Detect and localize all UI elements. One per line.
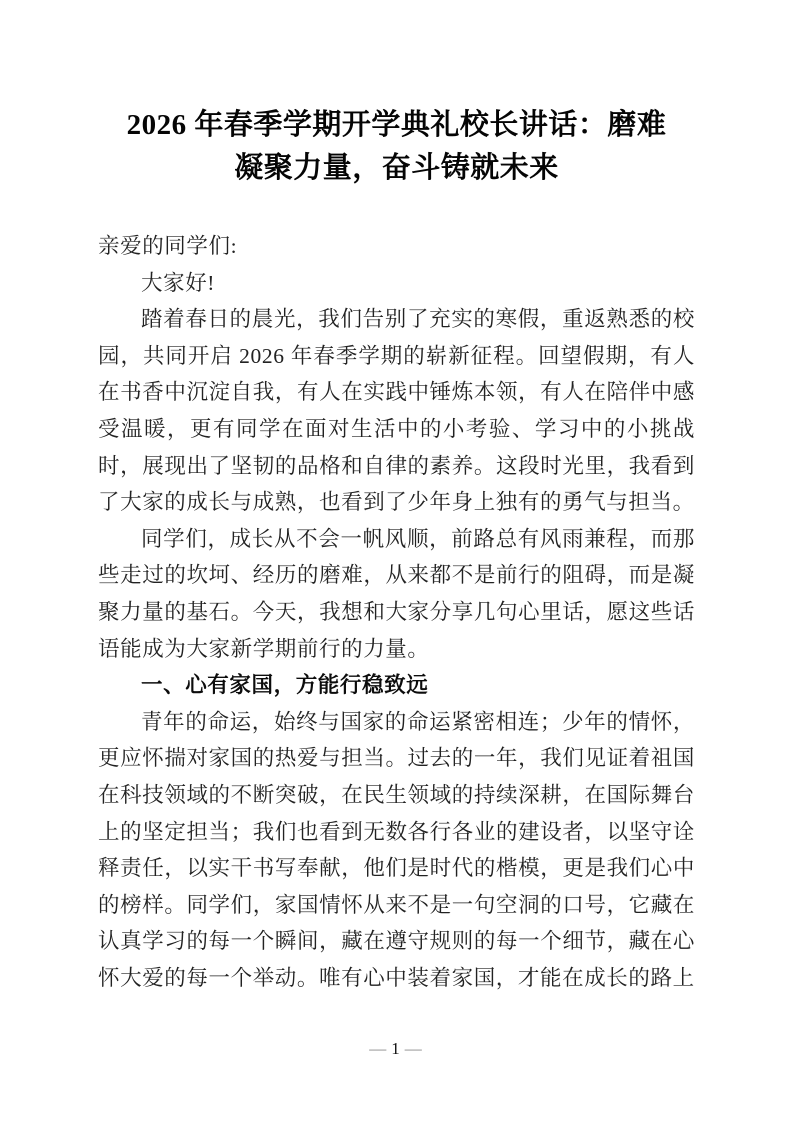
section-heading-1: 一、心有家国，方能行稳致远 xyxy=(141,673,429,698)
page-title xyxy=(98,104,695,190)
greeting-line: 大家好! xyxy=(141,270,216,295)
document-body xyxy=(98,228,695,996)
body-paragraph-2: 同学们，成长从不会一帆风顺，前路总有风雨兼程，而那些走过的坎坷、经历的磨难，从来都不是前行的阻碍，而是凝聚力量的基石。今天，我想和大家分享几句心里话，愿这些话语能成为大家新学期前行的力量。 xyxy=(98,526,695,661)
footer-page-number: 1 xyxy=(391,1039,402,1058)
salutation-line: 亲爱的同学们: xyxy=(98,234,238,258)
body-paragraph-1: 踏着春日的晨光，我们告别了充实的寒假，重返熟悉的校园，共同开启 2026 年春季学期的崭新征程。回望假期，有人在书香中沉淀自我，有人在实践中锤炼本领，有人在陪伴中感受温暖，更有同学在面对生活中的小考验、学习中的小挑战时，展现出了坚韧的品格和自律的素养。这段时光里，我看到了大家的成长与成熟，也看到了少年身上独有的勇气与担当。 xyxy=(98,307,695,515)
page-title-line-1: 2026 年春季学期开学典礼校长讲话：磨难 xyxy=(126,109,667,141)
footer-dash-right: — xyxy=(404,1039,424,1058)
footer-dash-left: — xyxy=(369,1039,389,1058)
page-footer xyxy=(0,1038,793,1060)
body-paragraph-3: 青年的命运，始终与国家的命运紧密相连；少年的情怀，更应怀揣对家国的热爱与担当。过去的一年，我们见证着祖国在科技领域的不断突破，在民生领域的持续深耕，在国际舞台上的坚定担当；我们也看到无数各行各业的建设者，以坚守诠释责任，以实干书写奉献，他们是时代的楷模，更是我们心中的榜样。同学们，家国情怀从来不是一句空洞的口号，它藏在认真学习的每一个瞬间，藏在遵守规则的每一个细节，藏在心怀大爱的每一个举动。唯有心中装着家国，才能在成长的路上 xyxy=(98,709,695,990)
page-title-line-2: 凝聚力量，奋斗铸就未来 xyxy=(234,152,559,184)
